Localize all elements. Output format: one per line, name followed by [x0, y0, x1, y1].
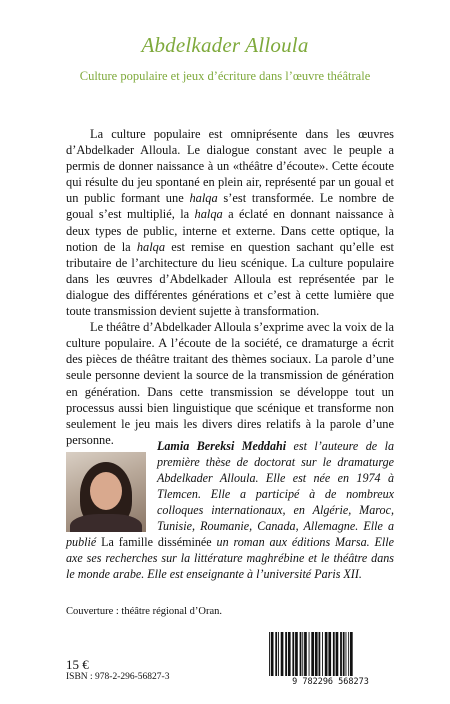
barcode-bar: [311, 632, 314, 676]
summary-paragraph-1: La culture populaire est omniprésente dans les œuvres d’Abdelkader Alloula. Le dialogue constant avec le peuple a permis de donner naissance à un «théâtre d’écoute». Cette écoute qui résulte du jeu spontané en plein air, représenté par un goual et un public formant une halqa s’est transformée. Le nombre de goual s’est multiplié, la halqa a éclaté en donnant naissance à deux types de public, interne et externe. Dans cette optique, la notion de la halqa est remise en question sachant qu’elle est tributaire de l’architecture du lieu scénique. La culture populaire dans les œuvres d’Abdelkader Alloula est représentée par le dialogue des différentes générations et c’est à cette lumière que toute transmission devient sujette à transformation.: [66, 127, 394, 319]
barcode-bar: [315, 632, 318, 676]
barcode-bar: [322, 632, 323, 676]
barcode-bar: [300, 632, 302, 676]
author-name: Lamia Bereksi Meddahi: [157, 439, 287, 453]
barcode-bar: [285, 632, 287, 676]
book-subtitle: Culture populaire et jeux d’écriture dans l’œuvre théâtrale: [79, 69, 371, 83]
barcode-bar: [343, 632, 345, 676]
summary: [66, 126, 394, 448]
cover-credit: Couverture : théâtre régional d’Oran.: [66, 606, 222, 617]
barcode-bar: [319, 632, 321, 676]
barcode-bars: [269, 632, 353, 676]
barcode-bar: [309, 632, 310, 676]
barcode-bar: [348, 632, 349, 676]
barcode-icon: [263, 630, 398, 686]
barcode-bar: [340, 632, 342, 676]
bio-text-3: un roman aux éditions Marsa. Elle axe ses recherches sur la littérature maghrébine et le théâtre dans le monde arabe. Elle est enseignante à l’université Paris XII.: [66, 535, 394, 581]
author-bio: [66, 438, 394, 582]
barcode-bar: [328, 632, 331, 676]
barcode-bar: [292, 632, 294, 676]
barcode-bar: [288, 632, 291, 676]
summary-paragraph-2: Le théâtre d’Abdelkader Alloula s’exprime avec la voix de la culture populaire. A l’écoute de la société, ce dramaturge a écrit des pièces de théâtre traitant des thèmes sociaux. La parole d’une seule personne devient la source de la transmission de génération en génération. Dans cette transmission se développe tout un processus aussi bien linguistique que scénique et transforme non seulement le jeu mais les divers dires relatifs à la parole d’une personne.: [66, 320, 394, 447]
barcode-bar: [346, 632, 347, 676]
barcode-bar: [295, 632, 298, 676]
author-photo: [66, 452, 146, 532]
isbn: ISBN : 978-2-296-56827-3: [66, 672, 170, 682]
barcode-bar: [275, 632, 277, 676]
bio-text-2: La famille disséminée: [96, 535, 217, 549]
barcode-bar: [281, 632, 284, 676]
book-title: Abdelkader Alloula: [141, 33, 309, 57]
barcode-bar: [336, 632, 339, 676]
bio-text-1: est l’auteure de la première thèse de doctorat sur le dramaturge Abdelkader Alloula. Elle est née en 1974 à Tlemcen. Elle a participé à de nombreux colloques internationaux, en Algérie, Maroc, Tunisie, Roumanie, Canada, Allemagne. Elle a publié: [66, 439, 395, 549]
barcode-bar: [302, 632, 303, 676]
barcode-bar: [304, 632, 307, 676]
barcode-bar: [269, 632, 270, 676]
barcode-bar: [325, 632, 328, 676]
price: 15 €: [66, 657, 89, 672]
barcode-bar: [271, 632, 274, 676]
barcode-bar: [350, 632, 353, 676]
barcode-digits: 9 782296 568273: [292, 677, 369, 686]
barcode-bar: [278, 632, 279, 676]
barcode-bar: [333, 632, 335, 676]
